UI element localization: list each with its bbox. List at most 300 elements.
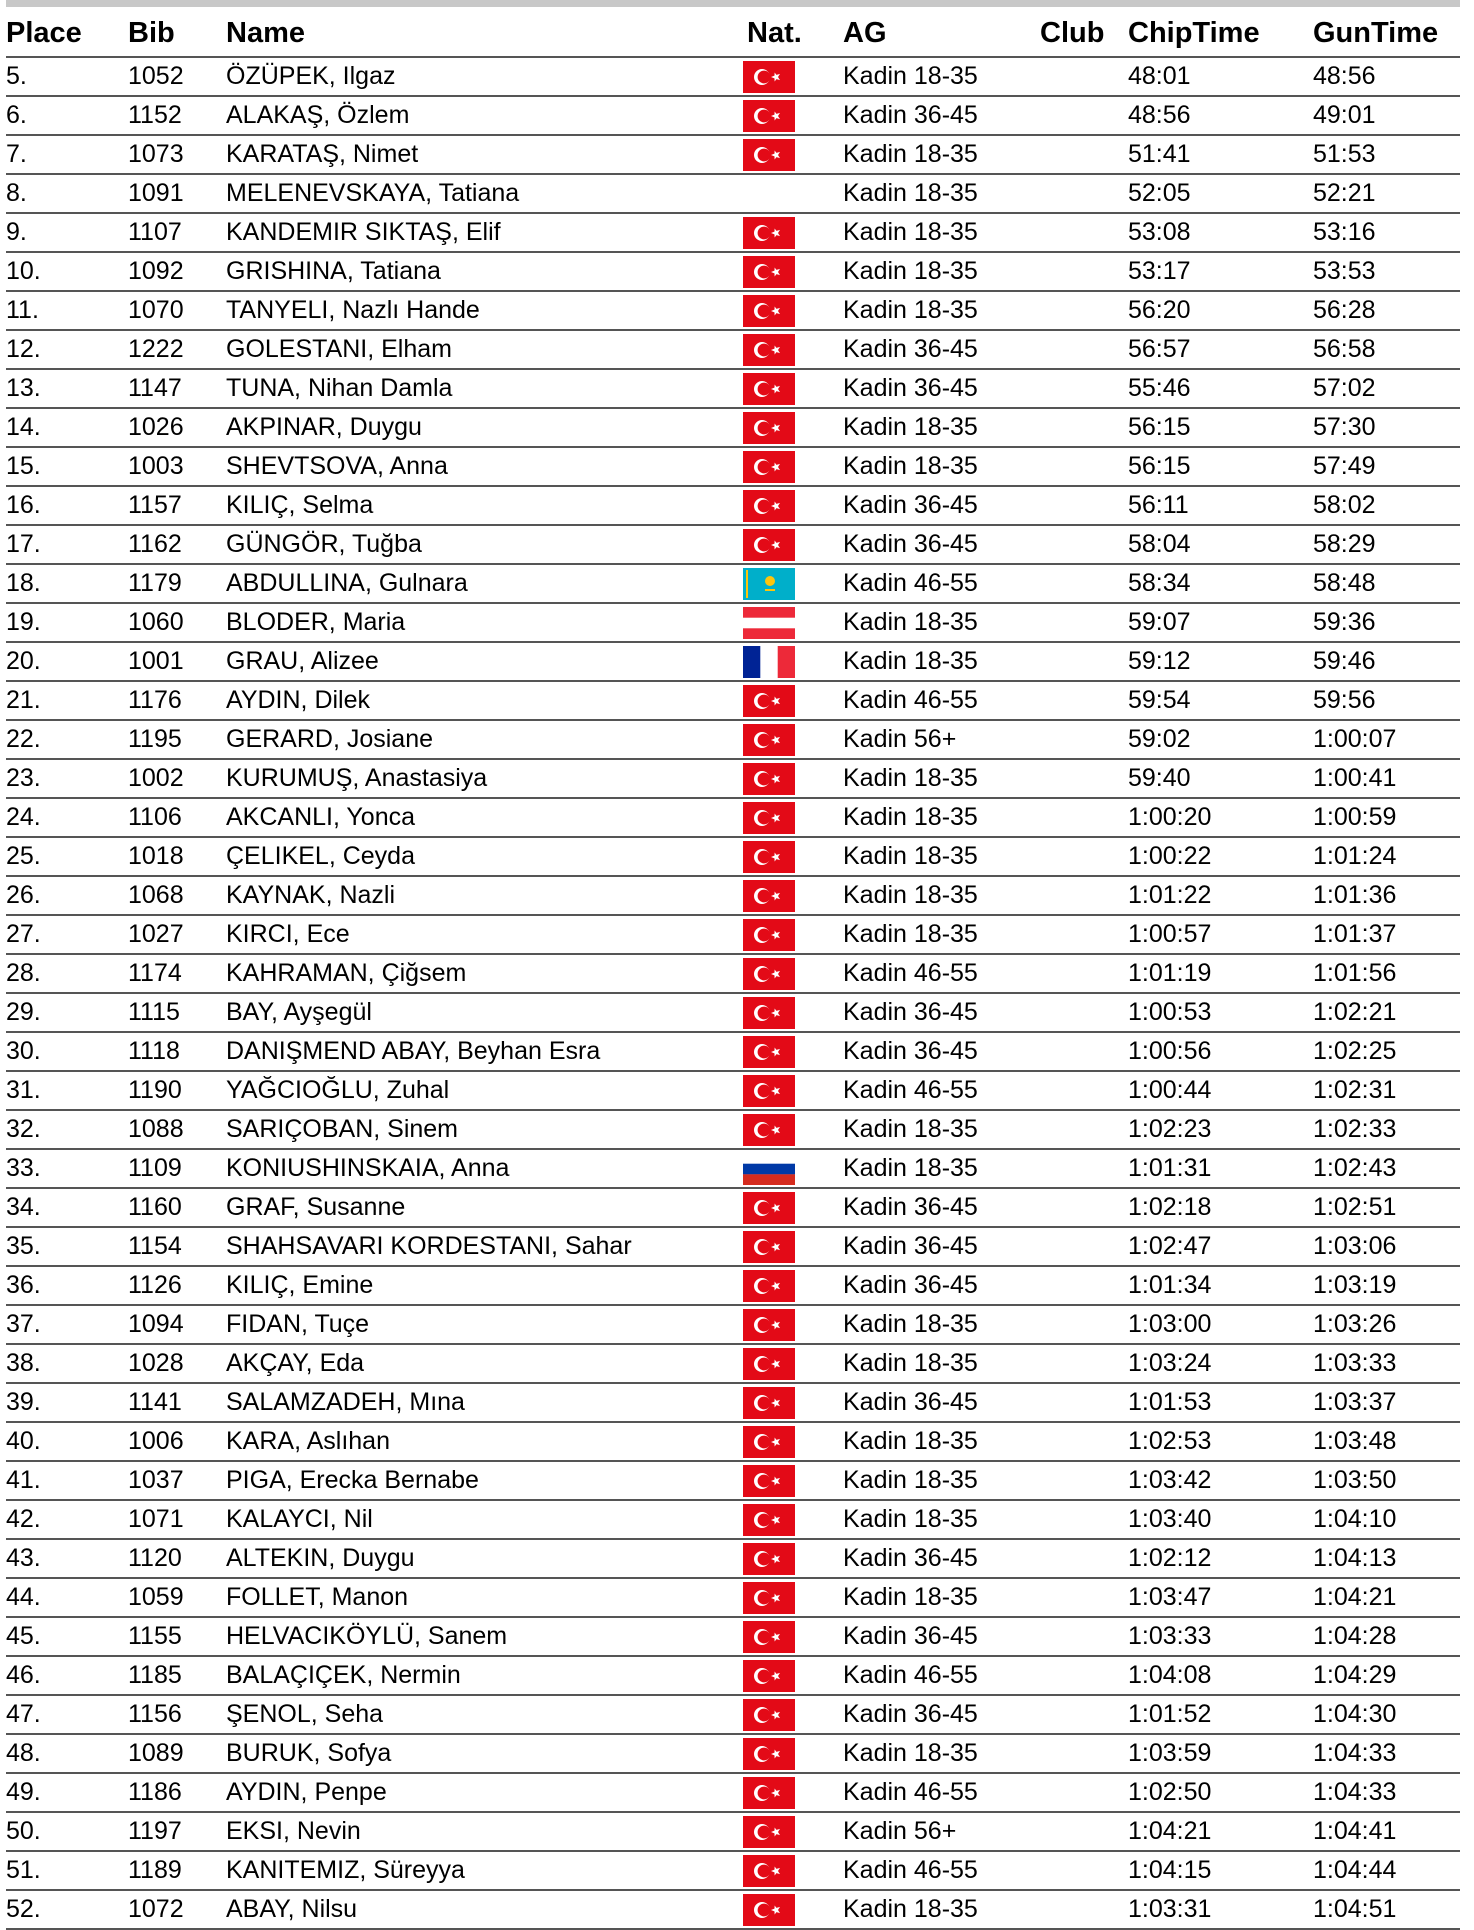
name-cell: BAY, Ayşegül bbox=[226, 993, 743, 1032]
gun-time-cell: 1:04:30 bbox=[1313, 1695, 1460, 1734]
club-cell bbox=[1028, 135, 1128, 174]
age-group-cell: Kadin 36-45 bbox=[843, 1383, 1028, 1422]
bib-cell: 1070 bbox=[128, 291, 226, 330]
chip-time-cell: 59:02 bbox=[1128, 720, 1313, 759]
chip-time-cell: 1:03:42 bbox=[1128, 1461, 1313, 1500]
place-cell: 18. bbox=[6, 564, 128, 603]
age-group-cell: Kadin 18-35 bbox=[843, 213, 1028, 252]
gun-time-cell: 1:03:37 bbox=[1313, 1383, 1460, 1422]
club-cell bbox=[1028, 1695, 1128, 1734]
gun-time-cell: 1:00:59 bbox=[1313, 798, 1460, 837]
gun-time-cell: 1:04:33 bbox=[1313, 1734, 1460, 1773]
name-cell: KILIÇ, Selma bbox=[226, 486, 743, 525]
bib-cell: 1197 bbox=[128, 1812, 226, 1851]
nationality-cell bbox=[743, 642, 843, 681]
age-group-cell: Kadin 56+ bbox=[843, 1812, 1028, 1851]
name-cell: KONIUSHINSKAIA, Anna bbox=[226, 1149, 743, 1188]
place-cell: 21. bbox=[6, 681, 128, 720]
chip-time-cell: 1:01:22 bbox=[1128, 876, 1313, 915]
bib-cell: 1028 bbox=[128, 1344, 226, 1383]
gun-time-cell: 1:04:44 bbox=[1313, 1851, 1460, 1890]
table-row bbox=[6, 837, 1460, 876]
club-cell bbox=[1028, 1383, 1128, 1422]
place-cell: 25. bbox=[6, 837, 128, 876]
name-cell: KARATAŞ, Nimet bbox=[226, 135, 743, 174]
place-cell: 39. bbox=[6, 1383, 128, 1422]
turkey-flag-icon bbox=[743, 412, 795, 444]
name-cell: ALAKAŞ, Özlem bbox=[226, 96, 743, 135]
table-row bbox=[6, 759, 1460, 798]
results-body bbox=[6, 57, 1460, 1929]
club-cell bbox=[1028, 993, 1128, 1032]
place-cell: 26. bbox=[6, 876, 128, 915]
chip-time-cell: 1:02:50 bbox=[1128, 1773, 1313, 1812]
table-row bbox=[6, 252, 1460, 291]
place-cell: 5. bbox=[6, 57, 128, 96]
table-row bbox=[6, 1773, 1460, 1812]
age-group-cell: Kadin 18-35 bbox=[843, 174, 1028, 213]
age-group-cell: Kadin 18-35 bbox=[843, 252, 1028, 291]
gun-time-cell: 1:04:29 bbox=[1313, 1656, 1460, 1695]
age-group-cell: Kadin 18-35 bbox=[843, 135, 1028, 174]
age-group-cell: Kadin 18-35 bbox=[843, 642, 1028, 681]
age-group-cell: Kadin 36-45 bbox=[843, 1617, 1028, 1656]
nationality-cell bbox=[743, 1617, 843, 1656]
place-cell: 30. bbox=[6, 1032, 128, 1071]
turkey-flag-icon bbox=[743, 919, 795, 951]
austria-flag-icon bbox=[743, 607, 795, 639]
nationality-cell bbox=[743, 1773, 843, 1812]
age-group-cell: Kadin 46-55 bbox=[843, 954, 1028, 993]
table-row bbox=[6, 1734, 1460, 1773]
bib-cell: 1091 bbox=[128, 174, 226, 213]
table-row bbox=[6, 213, 1460, 252]
age-group-cell: Kadin 36-45 bbox=[843, 486, 1028, 525]
name-cell: GRAF, Susanne bbox=[226, 1188, 743, 1227]
nationality-cell bbox=[743, 1305, 843, 1344]
turkey-flag-icon bbox=[743, 490, 795, 522]
turkey-flag-icon bbox=[743, 1855, 795, 1887]
club-cell bbox=[1028, 1149, 1128, 1188]
bib-cell: 1109 bbox=[128, 1149, 226, 1188]
name-cell: AYDIN, Dilek bbox=[226, 681, 743, 720]
turkey-flag-icon bbox=[743, 1699, 795, 1731]
name-cell: AKÇAY, Eda bbox=[226, 1344, 743, 1383]
table-row bbox=[6, 603, 1460, 642]
turkey-flag-icon bbox=[743, 1309, 795, 1341]
club-cell bbox=[1028, 1812, 1128, 1851]
turkey-flag-icon bbox=[743, 529, 795, 561]
header-name: Name bbox=[226, 10, 743, 57]
place-cell: 38. bbox=[6, 1344, 128, 1383]
nationality-cell bbox=[743, 1032, 843, 1071]
place-cell: 41. bbox=[6, 1461, 128, 1500]
age-group-cell: Kadin 36-45 bbox=[843, 1266, 1028, 1305]
age-group-cell: Kadin 36-45 bbox=[843, 525, 1028, 564]
place-cell: 33. bbox=[6, 1149, 128, 1188]
turkey-flag-icon bbox=[743, 1660, 795, 1692]
gun-time-cell: 1:04:13 bbox=[1313, 1539, 1460, 1578]
turkey-flag-icon bbox=[743, 295, 795, 327]
bib-cell: 1068 bbox=[128, 876, 226, 915]
name-cell: YAĞCIOĞLU, Zuhal bbox=[226, 1071, 743, 1110]
table-row bbox=[6, 1227, 1460, 1266]
name-cell: GÜNGÖR, Tuğba bbox=[226, 525, 743, 564]
age-group-cell: Kadin 18-35 bbox=[843, 1149, 1028, 1188]
place-cell: 14. bbox=[6, 408, 128, 447]
table-row bbox=[6, 1110, 1460, 1149]
age-group-cell: Kadin 18-35 bbox=[843, 408, 1028, 447]
chip-time-cell: 1:03:47 bbox=[1128, 1578, 1313, 1617]
nationality-cell bbox=[743, 525, 843, 564]
club-cell bbox=[1028, 642, 1128, 681]
table-row bbox=[6, 1890, 1460, 1929]
turkey-flag-icon bbox=[743, 1582, 795, 1614]
club-cell bbox=[1028, 330, 1128, 369]
nationality-cell bbox=[743, 876, 843, 915]
turkey-flag-icon bbox=[743, 1504, 795, 1536]
table-row bbox=[6, 1149, 1460, 1188]
header-chip-time: ChipTime bbox=[1128, 10, 1313, 57]
bib-cell: 1185 bbox=[128, 1656, 226, 1695]
chip-time-cell: 59:40 bbox=[1128, 759, 1313, 798]
bib-cell: 1162 bbox=[128, 525, 226, 564]
club-cell bbox=[1028, 213, 1128, 252]
club-cell bbox=[1028, 681, 1128, 720]
age-group-cell: Kadin 46-55 bbox=[843, 564, 1028, 603]
table-row bbox=[6, 1032, 1460, 1071]
bib-cell: 1073 bbox=[128, 135, 226, 174]
table-row bbox=[6, 369, 1460, 408]
chip-time-cell: 1:03:00 bbox=[1128, 1305, 1313, 1344]
club-cell bbox=[1028, 603, 1128, 642]
turkey-flag-icon bbox=[743, 1270, 795, 1302]
name-cell: KALAYCI, Nil bbox=[226, 1500, 743, 1539]
age-group-cell: Kadin 18-35 bbox=[843, 603, 1028, 642]
table-row bbox=[6, 1851, 1460, 1890]
club-cell bbox=[1028, 1188, 1128, 1227]
nationality-cell bbox=[743, 447, 843, 486]
chip-time-cell: 59:54 bbox=[1128, 681, 1313, 720]
gun-time-cell: 58:29 bbox=[1313, 525, 1460, 564]
nationality-cell bbox=[743, 135, 843, 174]
table-row bbox=[6, 876, 1460, 915]
chip-time-cell: 1:01:19 bbox=[1128, 954, 1313, 993]
club-cell bbox=[1028, 837, 1128, 876]
chip-time-cell: 1:03:40 bbox=[1128, 1500, 1313, 1539]
nationality-cell bbox=[743, 1461, 843, 1500]
header-place: Place bbox=[6, 10, 128, 57]
place-cell: 28. bbox=[6, 954, 128, 993]
gun-time-cell: 53:53 bbox=[1313, 252, 1460, 291]
bib-cell: 1088 bbox=[128, 1110, 226, 1149]
place-cell: 19. bbox=[6, 603, 128, 642]
gun-time-cell: 49:01 bbox=[1313, 96, 1460, 135]
gun-time-cell: 1:02:21 bbox=[1313, 993, 1460, 1032]
turkey-flag-icon bbox=[743, 1426, 795, 1458]
name-cell: ABAY, Nilsu bbox=[226, 1890, 743, 1929]
table-row bbox=[6, 525, 1460, 564]
gun-time-cell: 56:58 bbox=[1313, 330, 1460, 369]
table-row bbox=[6, 720, 1460, 759]
age-group-cell: Kadin 18-35 bbox=[843, 837, 1028, 876]
nationality-cell bbox=[743, 798, 843, 837]
age-group-cell: Kadin 18-35 bbox=[843, 798, 1028, 837]
club-cell bbox=[1028, 1422, 1128, 1461]
place-cell: 46. bbox=[6, 1656, 128, 1695]
name-cell: ALTEKIN, Duygu bbox=[226, 1539, 743, 1578]
gun-time-cell: 48:56 bbox=[1313, 57, 1460, 96]
chip-time-cell: 48:56 bbox=[1128, 96, 1313, 135]
place-cell: 11. bbox=[6, 291, 128, 330]
turkey-flag-icon bbox=[743, 1075, 795, 1107]
chip-time-cell: 55:46 bbox=[1128, 369, 1313, 408]
gun-time-cell: 57:02 bbox=[1313, 369, 1460, 408]
age-group-cell: Kadin 46-55 bbox=[843, 681, 1028, 720]
nationality-cell bbox=[743, 603, 843, 642]
gun-time-cell: 1:01:56 bbox=[1313, 954, 1460, 993]
name-cell: GOLESTANI, Elham bbox=[226, 330, 743, 369]
club-cell bbox=[1028, 1032, 1128, 1071]
turkey-flag-icon bbox=[743, 685, 795, 717]
bib-cell: 1147 bbox=[128, 369, 226, 408]
name-cell: KURUMUŞ, Anastasiya bbox=[226, 759, 743, 798]
nationality-cell bbox=[743, 720, 843, 759]
table-row bbox=[6, 1266, 1460, 1305]
table-row bbox=[6, 1578, 1460, 1617]
header-club: Club bbox=[1028, 10, 1128, 57]
chip-time-cell: 56:15 bbox=[1128, 447, 1313, 486]
club-cell bbox=[1028, 1071, 1128, 1110]
age-group-cell: Kadin 56+ bbox=[843, 720, 1028, 759]
gun-time-cell: 58:02 bbox=[1313, 486, 1460, 525]
chip-time-cell: 1:02:47 bbox=[1128, 1227, 1313, 1266]
bib-cell: 1026 bbox=[128, 408, 226, 447]
nationality-cell bbox=[743, 1578, 843, 1617]
gun-time-cell: 1:02:51 bbox=[1313, 1188, 1460, 1227]
club-cell bbox=[1028, 447, 1128, 486]
place-cell: 24. bbox=[6, 798, 128, 837]
bib-cell: 1115 bbox=[128, 993, 226, 1032]
club-cell bbox=[1028, 1305, 1128, 1344]
chip-time-cell: 1:03:59 bbox=[1128, 1734, 1313, 1773]
place-cell: 51. bbox=[6, 1851, 128, 1890]
age-group-cell: Kadin 36-45 bbox=[843, 96, 1028, 135]
place-cell: 50. bbox=[6, 1812, 128, 1851]
table-row bbox=[6, 291, 1460, 330]
bib-cell: 1002 bbox=[128, 759, 226, 798]
age-group-cell: Kadin 18-35 bbox=[843, 1734, 1028, 1773]
place-cell: 36. bbox=[6, 1266, 128, 1305]
chip-time-cell: 58:04 bbox=[1128, 525, 1313, 564]
nationality-cell bbox=[743, 1734, 843, 1773]
club-cell bbox=[1028, 564, 1128, 603]
nationality-cell bbox=[743, 1656, 843, 1695]
name-cell: SARIÇOBAN, Sinem bbox=[226, 1110, 743, 1149]
table-row bbox=[6, 1305, 1460, 1344]
table-row bbox=[6, 57, 1460, 96]
turkey-flag-icon bbox=[743, 1777, 795, 1809]
header-nationality: Nat. bbox=[743, 10, 843, 57]
bib-cell: 1059 bbox=[128, 1578, 226, 1617]
place-cell: 10. bbox=[6, 252, 128, 291]
table-row bbox=[6, 564, 1460, 603]
nationality-cell bbox=[743, 1383, 843, 1422]
age-group-cell: Kadin 46-55 bbox=[843, 1851, 1028, 1890]
table-row bbox=[6, 993, 1460, 1032]
chip-time-cell: 1:02:18 bbox=[1128, 1188, 1313, 1227]
gun-time-cell: 1:04:41 bbox=[1313, 1812, 1460, 1851]
turkey-flag-icon bbox=[743, 1465, 795, 1497]
nationality-cell bbox=[743, 369, 843, 408]
gun-time-cell: 1:02:31 bbox=[1313, 1071, 1460, 1110]
chip-time-cell: 56:57 bbox=[1128, 330, 1313, 369]
nationality-cell bbox=[743, 1539, 843, 1578]
name-cell: FIDAN, Tuçe bbox=[226, 1305, 743, 1344]
bib-cell: 1027 bbox=[128, 915, 226, 954]
age-group-cell: Kadin 18-35 bbox=[843, 1461, 1028, 1500]
place-cell: 43. bbox=[6, 1539, 128, 1578]
nationality-cell bbox=[743, 1344, 843, 1383]
gun-time-cell: 1:01:36 bbox=[1313, 876, 1460, 915]
chip-time-cell: 1:03:24 bbox=[1128, 1344, 1313, 1383]
results-header bbox=[6, 10, 1460, 57]
club-cell bbox=[1028, 1656, 1128, 1695]
bib-cell: 1006 bbox=[128, 1422, 226, 1461]
age-group-cell: Kadin 18-35 bbox=[843, 1890, 1028, 1929]
name-cell: TANYELI, Nazlı Hande bbox=[226, 291, 743, 330]
chip-time-cell: 58:34 bbox=[1128, 564, 1313, 603]
age-group-cell: Kadin 18-35 bbox=[843, 915, 1028, 954]
place-cell: 31. bbox=[6, 1071, 128, 1110]
nationality-cell bbox=[743, 213, 843, 252]
name-cell: GRAU, Alizee bbox=[226, 642, 743, 681]
place-cell: 13. bbox=[6, 369, 128, 408]
table-row bbox=[6, 96, 1460, 135]
age-group-cell: Kadin 18-35 bbox=[843, 1305, 1028, 1344]
bib-cell: 1222 bbox=[128, 330, 226, 369]
place-cell: 9. bbox=[6, 213, 128, 252]
bib-cell: 1195 bbox=[128, 720, 226, 759]
age-group-cell: Kadin 46-55 bbox=[843, 1656, 1028, 1695]
gun-time-cell: 1:03:26 bbox=[1313, 1305, 1460, 1344]
bib-cell: 1092 bbox=[128, 252, 226, 291]
bib-cell: 1037 bbox=[128, 1461, 226, 1500]
name-cell: AKPINAR, Duygu bbox=[226, 408, 743, 447]
nationality-cell bbox=[743, 1149, 843, 1188]
club-cell bbox=[1028, 1461, 1128, 1500]
gun-time-cell: 58:48 bbox=[1313, 564, 1460, 603]
gun-time-cell: 51:53 bbox=[1313, 135, 1460, 174]
turkey-flag-icon bbox=[743, 256, 795, 288]
chip-time-cell: 1:00:22 bbox=[1128, 837, 1313, 876]
bib-cell: 1107 bbox=[128, 213, 226, 252]
table-row bbox=[6, 1539, 1460, 1578]
club-cell bbox=[1028, 486, 1128, 525]
bib-cell: 1157 bbox=[128, 486, 226, 525]
top-divider-bar bbox=[6, 0, 1460, 7]
nationality-cell bbox=[743, 1695, 843, 1734]
gun-time-cell: 1:02:25 bbox=[1313, 1032, 1460, 1071]
kazakhstan-flag-icon bbox=[743, 568, 795, 600]
name-cell: HELVACIKÖYLÜ, Sanem bbox=[226, 1617, 743, 1656]
nationality-cell bbox=[743, 486, 843, 525]
club-cell bbox=[1028, 759, 1128, 798]
nationality-cell bbox=[743, 564, 843, 603]
club-cell bbox=[1028, 1734, 1128, 1773]
bib-cell: 1072 bbox=[128, 1890, 226, 1929]
age-group-cell: Kadin 18-35 bbox=[843, 876, 1028, 915]
place-cell: 48. bbox=[6, 1734, 128, 1773]
chip-time-cell: 56:11 bbox=[1128, 486, 1313, 525]
name-cell: SHAHSAVARI KORDESTANI, Sahar bbox=[226, 1227, 743, 1266]
turkey-flag-icon bbox=[743, 997, 795, 1029]
nationality-cell bbox=[743, 1071, 843, 1110]
place-cell: 34. bbox=[6, 1188, 128, 1227]
club-cell bbox=[1028, 96, 1128, 135]
place-cell: 40. bbox=[6, 1422, 128, 1461]
nationality-cell bbox=[743, 1110, 843, 1149]
table-row bbox=[6, 954, 1460, 993]
age-group-cell: Kadin 46-55 bbox=[843, 1773, 1028, 1812]
club-cell bbox=[1028, 876, 1128, 915]
gun-time-cell: 1:04:51 bbox=[1313, 1890, 1460, 1929]
place-cell: 22. bbox=[6, 720, 128, 759]
table-row bbox=[6, 1695, 1460, 1734]
chip-time-cell: 1:00:56 bbox=[1128, 1032, 1313, 1071]
name-cell: KILIÇ, Emine bbox=[226, 1266, 743, 1305]
turkey-flag-icon bbox=[743, 1192, 795, 1224]
bib-cell: 1189 bbox=[128, 1851, 226, 1890]
age-group-cell: Kadin 36-45 bbox=[843, 369, 1028, 408]
bib-cell: 1160 bbox=[128, 1188, 226, 1227]
club-cell bbox=[1028, 1539, 1128, 1578]
age-group-cell: Kadin 36-45 bbox=[843, 993, 1028, 1032]
bib-cell: 1154 bbox=[128, 1227, 226, 1266]
turkey-flag-icon bbox=[743, 1738, 795, 1770]
turkey-flag-icon bbox=[743, 1816, 795, 1848]
gun-time-cell: 1:04:10 bbox=[1313, 1500, 1460, 1539]
age-group-cell: Kadin 36-45 bbox=[843, 330, 1028, 369]
name-cell: EKSI, Nevin bbox=[226, 1812, 743, 1851]
gun-time-cell: 1:01:37 bbox=[1313, 915, 1460, 954]
name-cell: PIGA, Erecka Bernabe bbox=[226, 1461, 743, 1500]
age-group-cell: Kadin 18-35 bbox=[843, 57, 1028, 96]
table-row bbox=[6, 798, 1460, 837]
chip-time-cell: 52:05 bbox=[1128, 174, 1313, 213]
turkey-flag-icon bbox=[743, 1231, 795, 1263]
chip-time-cell: 1:03:31 bbox=[1128, 1890, 1313, 1929]
table-row bbox=[6, 1461, 1460, 1500]
bib-cell: 1071 bbox=[128, 1500, 226, 1539]
name-cell: SALAMZADEH, Mına bbox=[226, 1383, 743, 1422]
turkey-flag-icon bbox=[743, 763, 795, 795]
gun-time-cell: 56:28 bbox=[1313, 291, 1460, 330]
nationality-cell bbox=[743, 1266, 843, 1305]
name-cell: ÇELIKEL, Ceyda bbox=[226, 837, 743, 876]
chip-time-cell: 1:01:53 bbox=[1128, 1383, 1313, 1422]
club-cell bbox=[1028, 1578, 1128, 1617]
age-group-cell: Kadin 18-35 bbox=[843, 1500, 1028, 1539]
chip-time-cell: 59:12 bbox=[1128, 642, 1313, 681]
club-cell bbox=[1028, 720, 1128, 759]
name-cell: GERARD, Josiane bbox=[226, 720, 743, 759]
place-cell: 12. bbox=[6, 330, 128, 369]
table-row bbox=[6, 642, 1460, 681]
nationality-cell bbox=[743, 1851, 843, 1890]
club-cell bbox=[1028, 1227, 1128, 1266]
bib-cell: 1152 bbox=[128, 96, 226, 135]
